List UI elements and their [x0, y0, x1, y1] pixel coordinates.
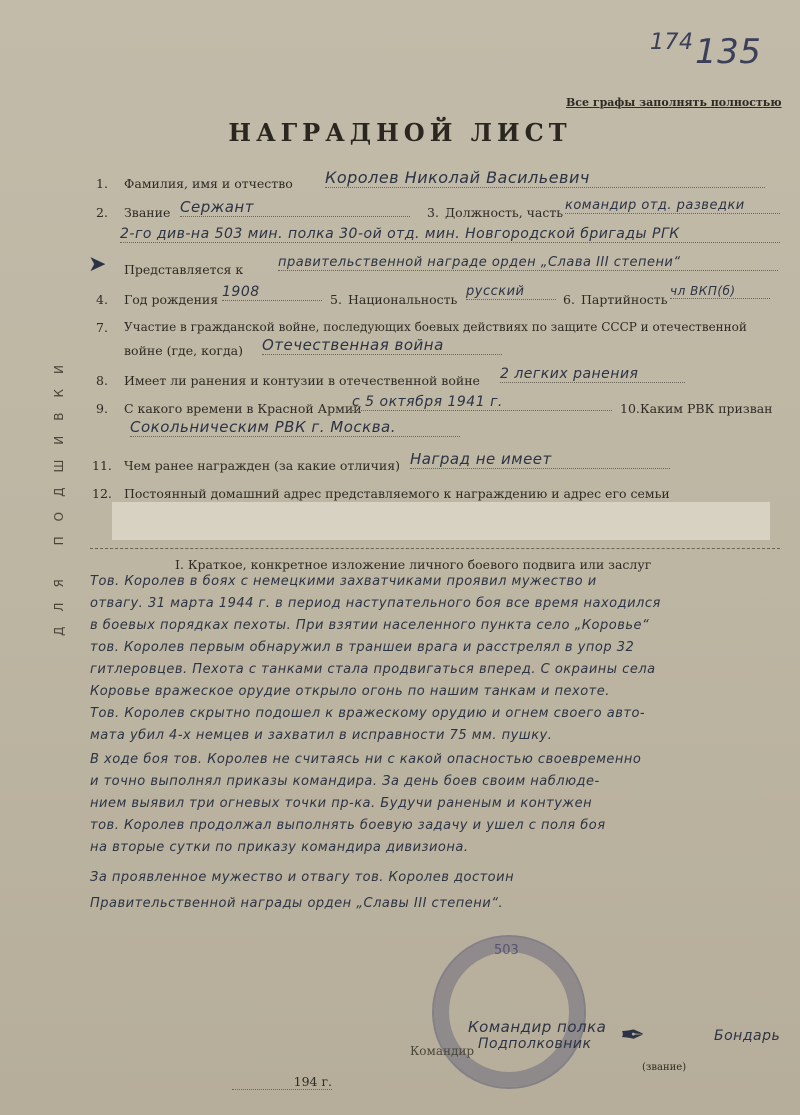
story-line: мата убил 4-х немцев и захватил в исправности 75 мм. пушку.	[90, 728, 553, 743]
story-line: тов. Королев первым обнаружил в траншеи врага и расстрелял в упор 32	[90, 640, 635, 655]
field-6-label: Партийность	[581, 292, 668, 307]
field-10-label: Каким РВК призван	[640, 401, 773, 416]
commander-print: Командир	[410, 1044, 475, 1058]
field-9-value: с 5 октября 1941 г.	[352, 394, 612, 411]
field-4-label: Год рождения	[124, 292, 219, 307]
field-10-value: Сокольническим РВК г. Москва.	[130, 418, 460, 437]
story-line: Тов. Королев скрытно подошел к вражескому орудию и огнем своего авто-	[90, 706, 646, 721]
field-3-number: 3.	[427, 205, 439, 220]
field-8-label: Имеет ли ранения и контузии в отечественной войне	[124, 373, 480, 388]
unit-stamp	[432, 935, 586, 1089]
field-3-label: Должность, часть	[445, 205, 564, 220]
field-11-value: Наград не имеет	[410, 450, 670, 469]
field-1-label: Фамилия, имя и отчество	[124, 176, 293, 191]
field-4-value: 1908	[222, 284, 322, 301]
story-line: в боевых порядках пехоты. При взятии населенного пункта село „Коровье“	[90, 618, 650, 633]
field-6-number: 6.	[563, 292, 575, 307]
field-5-value: русский	[466, 284, 556, 300]
page-title: НАГРАДНОЙ ЛИСТ	[228, 118, 572, 147]
story-line: тов. Королев продолжал выполнять боевую задачу и ушел с поля боя	[90, 818, 606, 833]
commander-name: Бондарь	[714, 1028, 781, 1044]
field-8-value: 2 легких ранения	[500, 366, 685, 383]
fill-instruction: Все графы заполнять полностью	[566, 96, 782, 109]
story-line: В ходе боя тов. Королев не считаясь ни с какой опасностью своевременно	[90, 752, 642, 767]
field-7-value: Отечественная война	[262, 336, 502, 355]
story-line: За проявленное мужество и отвагу тов. Королев достоин	[90, 870, 515, 885]
present-label: Представляется к	[124, 262, 244, 277]
field-6-value: чл ВКП(б)	[670, 284, 770, 299]
field-2-label: Звание	[124, 205, 171, 220]
field-7-label-2: войне (где, когда)	[124, 343, 243, 358]
arrow-mark-icon: ➤	[88, 252, 107, 277]
redacted-address	[112, 502, 770, 540]
field-1-number: 1.	[96, 176, 108, 191]
field-7-number: 7.	[96, 320, 108, 335]
story-line: Тов. Королев в боях с немецкими захватчиками проявил мужество и	[90, 574, 597, 589]
story-line: отвагу. 31 марта 1944 г. в период наступательного боя все время находился	[90, 596, 661, 611]
field-12-number: 12.	[92, 486, 112, 501]
present-value: правительственной награде орден „Слава III степени“	[278, 255, 778, 271]
stamp-number: 503	[494, 943, 519, 958]
field-10-number: 10.	[620, 401, 640, 416]
commander-title: Командир полка	[468, 1018, 607, 1036]
field-3-value: командир отд. разведки	[565, 198, 780, 214]
field-11-number: 11.	[92, 458, 112, 473]
field-4-number: 4.	[96, 292, 108, 307]
field-2-value: Сержант	[180, 198, 410, 217]
story-line: Коровье вражеское орудие открыло огонь по нашим танкам и пехоте.	[90, 684, 610, 699]
unit-line: 2-го див-на 503 мин. полка 30-ой отд. мин. Новгородской бригады РГК	[120, 226, 780, 243]
rank-caption: (звание)	[642, 1062, 687, 1073]
field-12-label: Постоянный домашний адрес представляемого к награждению и адрес его семьи	[124, 486, 670, 501]
archive-number-a: 174	[650, 30, 694, 55]
sheet-date: 194 г.	[232, 1074, 332, 1090]
story-line: на вторые сутки по приказу командира дивизиона.	[90, 840, 469, 855]
field-2-number: 2.	[96, 205, 108, 220]
section-divider	[90, 548, 780, 549]
field-9-number: 9.	[96, 401, 108, 416]
field-9-label: С какого времени в Красной Армии	[124, 401, 362, 416]
side-label: ДЛЯ ПОДШИВКИ	[52, 350, 66, 636]
story-line: гитлеровцев. Пехота с танками стала продвигаться вперед. С окраины села	[90, 662, 656, 677]
signature-mark: ✒	[620, 1018, 646, 1053]
field-1-value: Королев Николай Васильевич	[325, 168, 765, 188]
story-line: нием выявил три огневых точки пр-ка. Будучи раненым и контужен	[90, 796, 593, 811]
commander-rank: Подполковник	[478, 1036, 592, 1052]
field-5-number: 5.	[330, 292, 342, 307]
story-line: Правительственной награды орден „Славы III степени“.	[90, 896, 504, 911]
story-line: и точно выполнял приказы командира. За день боев своим наблюде-	[90, 774, 600, 789]
field-7-label-1: Участие в гражданской войне, последующих боевых действиях по защите СССР и отечественной	[124, 320, 747, 334]
field-8-number: 8.	[96, 373, 108, 388]
section-heading: I. Краткое, конкретное изложение личного боевого подвига или заслуг	[175, 557, 652, 572]
archive-number-b: 135	[695, 32, 762, 72]
field-5-label: Национальность	[348, 292, 458, 307]
field-11-label: Чем ранее награжден (за какие отличия)	[124, 458, 400, 473]
